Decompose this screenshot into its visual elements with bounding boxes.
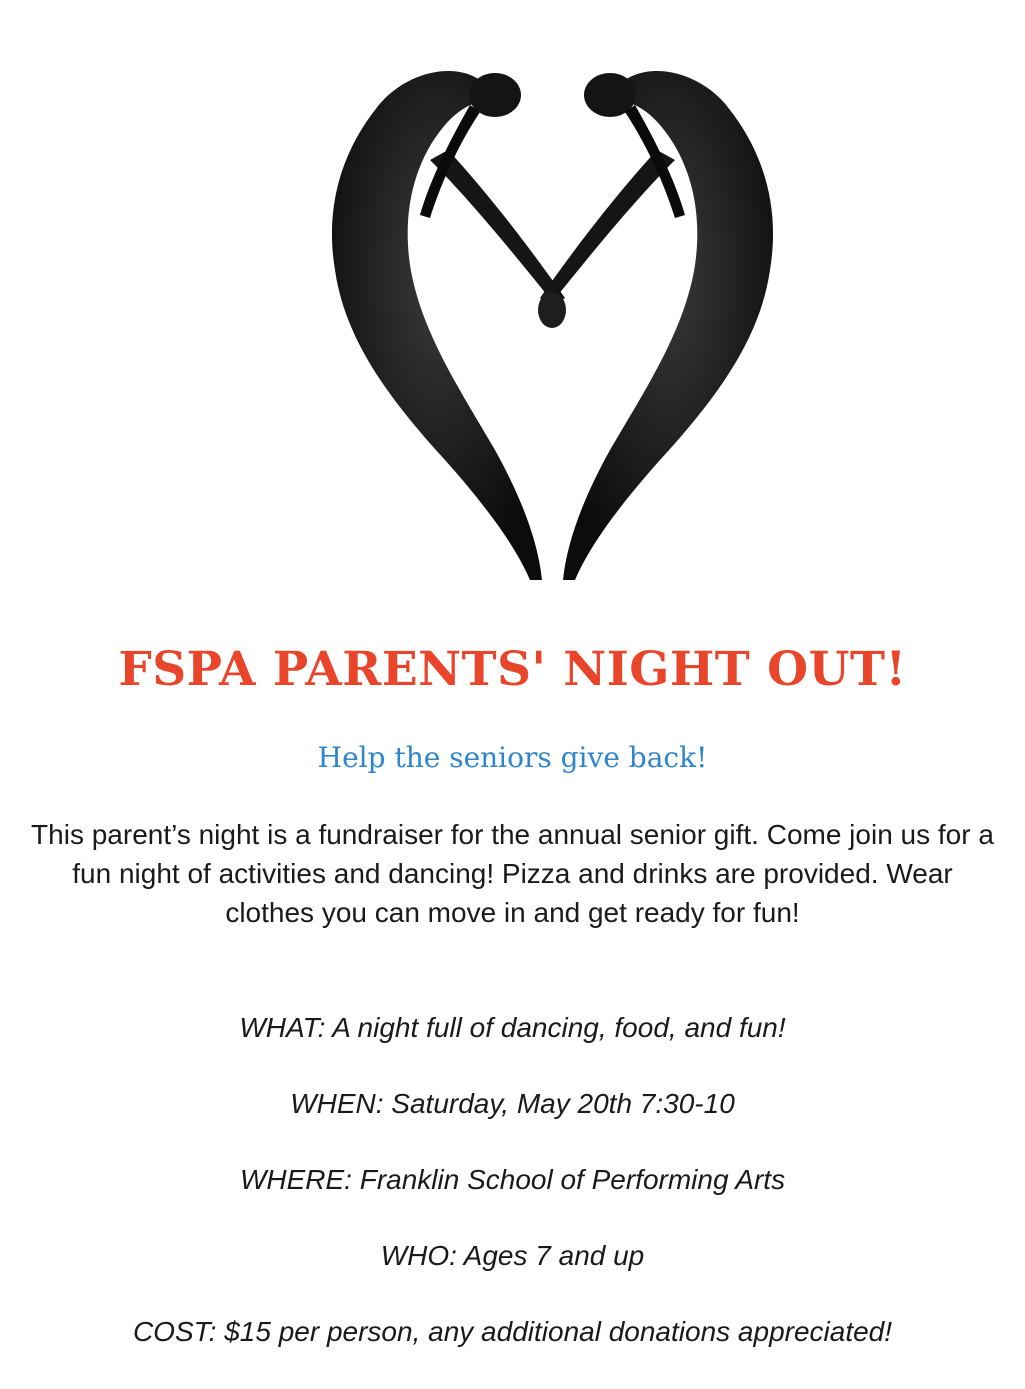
description-paragraph: This parent’s night is a fundraiser for the annual senior gift. Come join us for a fun night of activities and dancing! Pizza and drinks are provided. Wear clothes you can move in and get ready for fun! — [31, 819, 994, 928]
event-details — [0, 1008, 1025, 1388]
detail-when: WHEN: Saturday, May 20th 7:30-10 — [290, 1088, 735, 1119]
detail-who: WHO: Ages 7 and up — [380, 1240, 645, 1271]
subtitle: Help the seniors give back! — [317, 741, 708, 774]
dancers-heart-image — [280, 40, 920, 610]
detail-what: WHAT: A night full of dancing, food, and fun! — [239, 1012, 786, 1043]
detail-where: WHERE: Franklin School of Performing Arts — [239, 1164, 786, 1195]
detail-cost: COST: $15 per person, any additional donations appreciated! — [132, 1316, 893, 1347]
page-title: FSPA PARENTS' NIGHT OUT! — [118, 642, 907, 697]
